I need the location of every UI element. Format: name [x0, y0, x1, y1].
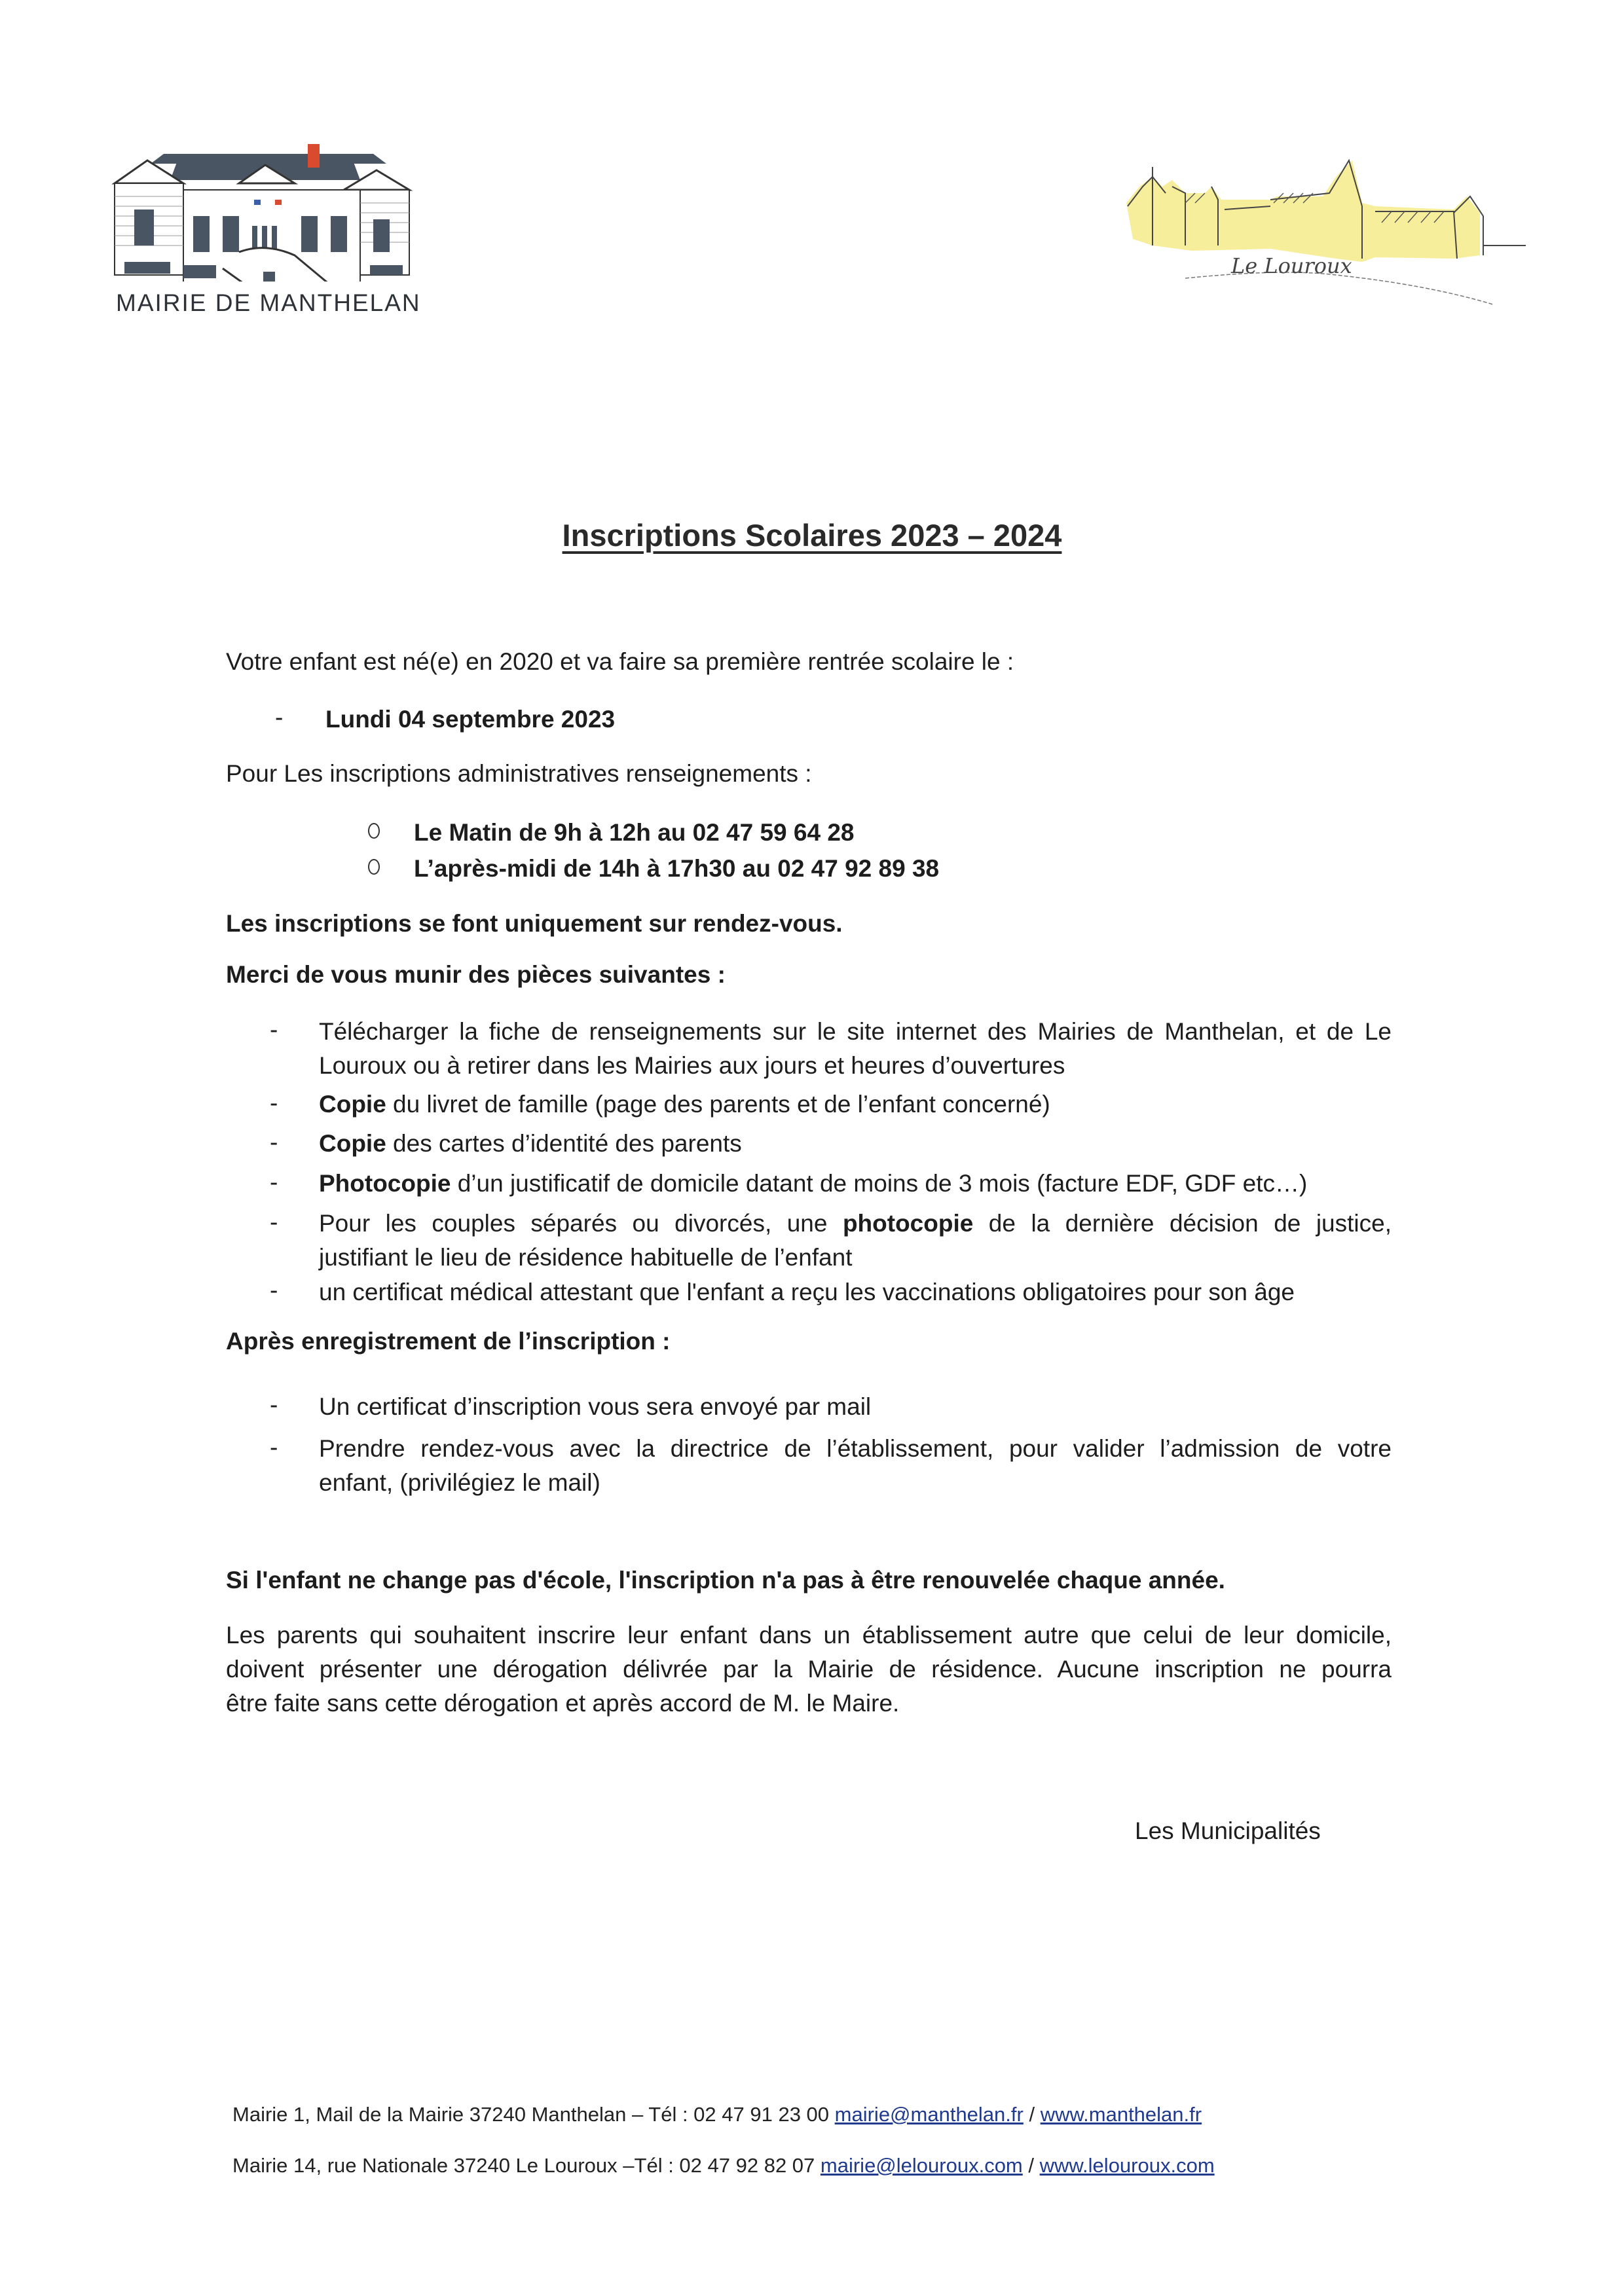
document-item-6: un certificat médical attestant que l'enfant a reçu les vaccinations obligatoires pour son âge — [319, 1279, 1295, 1305]
website-link-louroux[interactable]: www.lelouroux.com — [1039, 2154, 1215, 2177]
documents-heading: Merci de vous munir des pièces suivantes : — [226, 961, 726, 988]
bullet-dash: - — [270, 1277, 278, 1303]
bullet-dash: - — [270, 1089, 278, 1116]
footer-louroux: Mairie 14, rue Nationale 37240 Le Louroux –Tél : 02 47 92 82 07 mairie@lelouroux.com / www.lelouroux.com — [232, 2154, 1215, 2177]
afternoon-hours: L’après-midi de 14h à 17h30 au 02 47 92 89 38 — [414, 855, 940, 882]
renewal-note: Si l'enfant ne change pas d'école, l'inscription n'a pas à être renouvelée chaque année. — [226, 1567, 1225, 1594]
document-item-5: Pour les couples séparés ou divorcés, une photocopie de la dernière décision de justice, justifiant le lieu de résidence habituelle de l’enfant — [319, 1210, 1392, 1271]
document-item-2: Copie du livret de famille (page des parents et de l’enfant concerné) — [319, 1091, 1050, 1118]
email-link-louroux[interactable]: mairie@lelouroux.com — [820, 2154, 1023, 2177]
bullet-dash: - — [270, 1169, 278, 1195]
after-item-1: Un certificat d’inscription vous sera envoyé par mail — [319, 1393, 872, 1420]
after-item-2: Prendre rendez-vous avec la directrice de l’établissement, pour valider l’admission de votre enfant, (privilégiez le mail) — [319, 1435, 1392, 1496]
bullet-dash: - — [270, 1129, 278, 1156]
signature: Les Municipalités — [1135, 1817, 1321, 1844]
website-link-manthelan[interactable]: www.manthelan.fr — [1040, 2103, 1202, 2126]
logo-mairie-manthelan — [111, 144, 419, 321]
bullet-dash: - — [270, 1016, 278, 1043]
castle-sketch-illustration — [1113, 141, 1532, 311]
bullet-dash: - — [270, 1434, 278, 1461]
morning-hours: Le Matin de 9h à 12h au 02 47 59 64 28 — [414, 819, 855, 846]
bullet-dash: - — [270, 1209, 278, 1235]
after-registration-heading: Après enregistrement de l’inscription : — [226, 1328, 671, 1355]
footer-manthelan: Mairie 1, Mail de la Mairie 37240 Manthelan – Tél : 02 47 91 23 00 mairie@manthelan.fr / www.manthelan.fr — [232, 2103, 1202, 2126]
town-hall-illustration — [111, 144, 419, 282]
appointment-note: Les inscriptions se font uniquement sur rendez-vous. — [226, 910, 843, 937]
logo-caption: MAIRIE DE MANTHELAN — [116, 289, 421, 316]
rentree-date: Lundi 04 septembre 2023 — [325, 706, 616, 733]
document-item-4: Photocopie d’un justificatif de domicile datant de moins de 3 mois (facture EDF, GDF etc…) — [319, 1170, 1308, 1197]
intro-text: Votre enfant est né(e) en 2020 et va faire sa première rentrée scolaire le : — [226, 648, 1014, 675]
email-link-manthelan[interactable]: mairie@manthelan.fr — [834, 2103, 1024, 2126]
bullet-dash: - — [275, 704, 284, 731]
logo-le-louroux — [1113, 141, 1532, 311]
document-item-1: Télécharger la fiche de renseignements sur le site internet des Mairies de Manthelan, et de Le Louroux ou à retirer dans les Mairies aux jours et heures d’ouvertures — [319, 1018, 1392, 1079]
circle-bullet-icon — [368, 823, 380, 839]
document-item-3: Copie des cartes d’identité des parents — [319, 1130, 742, 1157]
admin-info-label: Pour Les inscriptions administratives renseignements : — [226, 760, 812, 787]
derogation-paragraph: Les parents qui souhaitent inscrire leur enfant dans un établissement autre que celui de leur domicile, doivent présenter une dérogation délivrée par la Mairie de résidence. Aucune inscription ne pourra être faite sans cette dérogation et après accord de M. le Maire. — [226, 1622, 1392, 1717]
page-title: Inscriptions Scolaires 2023 – 2024 — [562, 518, 1062, 553]
bullet-dash: - — [270, 1391, 278, 1418]
logo-signature: Le Louroux — [1231, 253, 1352, 278]
circle-bullet-icon — [368, 859, 380, 875]
